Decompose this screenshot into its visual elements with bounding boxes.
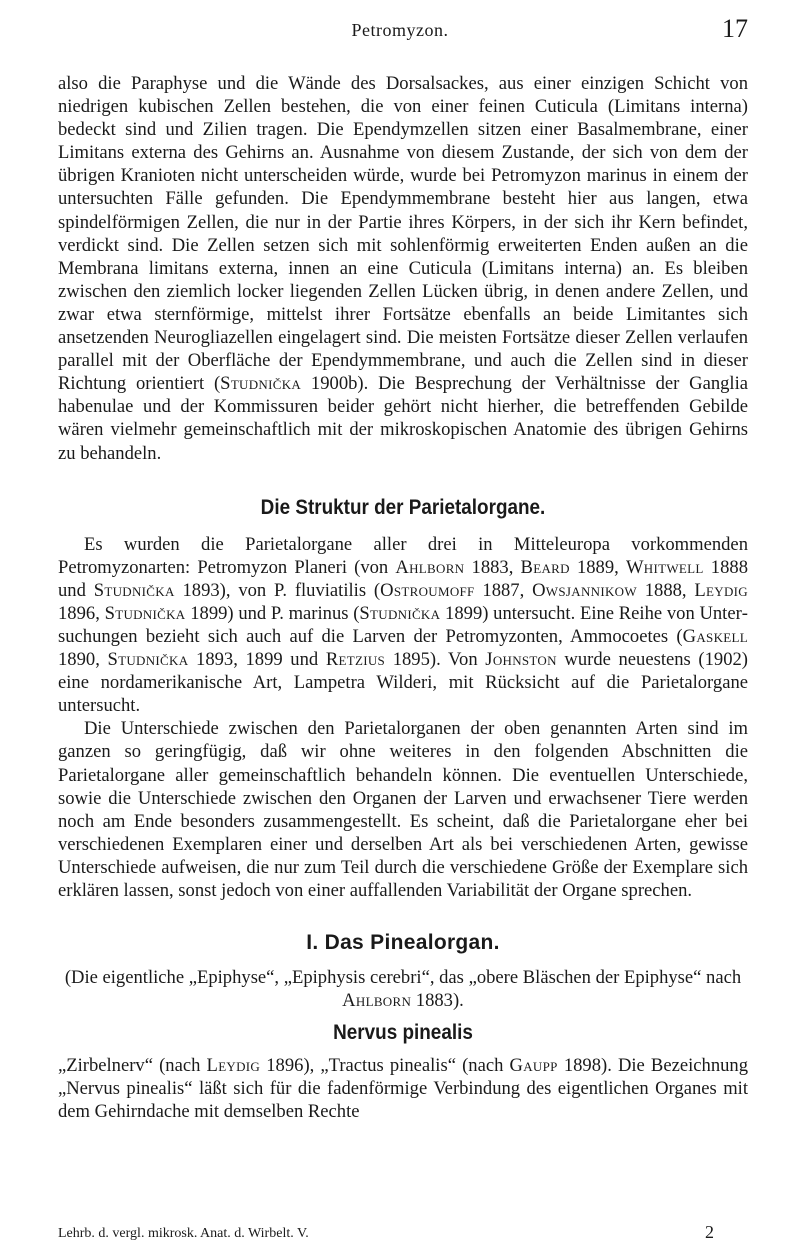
- sheet-mark: 2: [705, 1222, 714, 1242]
- text-run: 1899) untersucht. Eine Reihe von Untersuchungen bezieht sich auch auf die Larven der Petromyzonten, Ammocoetes (: [58, 602, 748, 647]
- citation: Ahlborn: [342, 990, 412, 1012]
- text-run: 1883,: [464, 556, 521, 578]
- page-body: [58, 72, 748, 1124]
- citation: Owsjannikow: [532, 579, 637, 601]
- citation: Studnička: [359, 602, 441, 624]
- text-run: „Zirbelnerv“ (nach: [58, 1055, 207, 1077]
- page-footer: [58, 1222, 748, 1246]
- citation: Whitwell: [625, 556, 704, 578]
- page-number: 17: [722, 14, 748, 43]
- paragraph-1: [58, 72, 748, 465]
- citation: Retzius: [325, 649, 386, 671]
- text-run: 1895). Von: [385, 649, 486, 671]
- paragraph-1-text: also die Paraphyse und die Wände des Dorsalsackes, aus einer einzigen Schicht von niedrigen kubischen Zellen bestehen, die von einer feinen Cuticula (Limitans interna) bedeckt sind und Zilien tragen. Die Ependymzellen sitzen einer Basalmembrane, einer Limitans externa des Gehirns an. Ausnahme von diesem Zustande, der sich von dem der übrigen Kranioten nicht unterscheiden würde, wurde bei Petromyzon marinus in einem der untersuchten Fälle gefunden. Die Ependymmembrane besteht hier aus langen, etwa spindelförmigen Zellen, die nur in der Partie ihres Körpers, in der sich ihr Kern befindet, verdickt sind. Die Zellen setzen sich mit sohlenförmig erweiterten Enden außen an die Membrana limitans externa, innen an eine Cuticula (Limitans interna) an. Es bleiben zwischen den ziemlich locker liegenden Zellen Lücken übrig, in denen andere Zellen, und zwar etwa sternförmige, mittelst ihrer Fortsätze ebenfalls an beide Limitantes sich ansetzenden Neurogliazellen eingelagert sind. Die meisten Fortsätze dieser Zellen verlaufen parallel mit der Oberfläche der Ependymmembrane, und auch die Zellen sind in dieser Richtung orientiert (: [58, 73, 748, 395]
- citation: Leydig: [694, 579, 748, 601]
- citation: Johnston: [485, 649, 557, 671]
- citation: Studnička: [107, 649, 189, 671]
- text-run: 1896,: [58, 602, 105, 624]
- citation: Ostroumoff: [380, 579, 475, 601]
- citation: Studnička: [104, 602, 186, 624]
- text-run: 1896), „Tractus pinealis“ (nach: [260, 1055, 510, 1077]
- text-run: 1899) und P. marinus (: [185, 602, 360, 624]
- section-heading-pinealorgan: I. Das Pinealorgan.: [306, 931, 500, 955]
- text-run: (Die eigentliche „Epiphyse“, „Epiphysis cerebri“, das „obere Bläschen der Epiphyse“ nach: [64, 967, 742, 989]
- citation: Ahlborn: [395, 556, 465, 578]
- paragraph-2: [58, 533, 748, 718]
- citation: Studnička: [93, 579, 175, 601]
- text-run: 1883).: [411, 990, 464, 1012]
- text-run: 1888,: [636, 579, 695, 601]
- text-run: 1893, 1899 und: [188, 649, 326, 671]
- text-run: 1898). Die Bezeichnung „Nervus pinealis“ läßt sich für die fadenförmige Verbindung des eigentlichen Organes mit dem Gehirndache mit demselben Rechte: [58, 1055, 749, 1123]
- signature-line: Lehrb. d. vergl. mikrosk. Anat. d. Wirbelt. V.: [58, 1226, 309, 1241]
- text-run: wurde neuestens (1902) eine nordamerikanische Art, Lampetra Wilderi, mit Rücksicht auf die Parietalorgane untersucht.: [58, 649, 748, 717]
- text-run: 1887,: [474, 579, 533, 601]
- paragraph-1-tail: 1900b). Die Besprechung der Verhältnisse der Ganglia habenulae und der Kommissuren beider gehört nicht hierher, die betreffenden Gebilde wären vielmehr gemeinschaftlich mit der mikroskopischen Anatomie des übrigen Gehirns zu behandeln.: [58, 373, 749, 464]
- text-run: Es wurden die Parietalorgane aller drei in Mitteleuropa vorkommenden Petromyzonarten: Petromyzon Planeri (von: [58, 533, 748, 578]
- citation: Beard: [520, 556, 570, 578]
- paragraph-5: [58, 1054, 748, 1123]
- citation: Gaskell: [682, 625, 748, 647]
- text-run: 1888 und: [58, 556, 748, 601]
- citation: Studnička: [220, 373, 302, 395]
- running-head: Petromyzon.: [351, 20, 449, 40]
- section-heading-nervus-pinealis: Nervus pinealis: [333, 1021, 473, 1045]
- citation: Leydig: [206, 1055, 261, 1077]
- text-run: 1889,: [569, 556, 626, 578]
- citation: Gaupp: [509, 1055, 558, 1077]
- text-run: 1890,: [58, 649, 108, 671]
- text-run: 1893), von P. fluviatilis (: [174, 579, 381, 601]
- section-heading-struktur: Die Struktur der Parietalorgane.: [260, 495, 546, 519]
- page-header: [0, 14, 800, 54]
- paragraph-3: Die Unterschiede zwischen den Parietalorganen der oben genannten Arten sind im ganzen so geringfügig, daß wir ohne weiteres in den folgenden Abschnitten die Parietalorgane aller gemeinschaftlich behandeln können. Die eventuellen Unterschiede, sowie die Unterschiede zwischen den Organen der Larven und erwachsener Tiere werden noch am Ende besonders zusammengestellt. Es scheint, daß die Parietalorgane eher bei verschiedenen Exemplaren einer und derselben Art als bei verschiedenen Arten, gewisse Unterschiede aufweisen, die nur zum Teil durch die verschiedene Größe der Exemplare sich erklären lassen, sonst jedoch von einer auffallenden Variabilität der Organe sprechen.: [58, 718, 748, 901]
- paragraph-4: [58, 966, 748, 1012]
